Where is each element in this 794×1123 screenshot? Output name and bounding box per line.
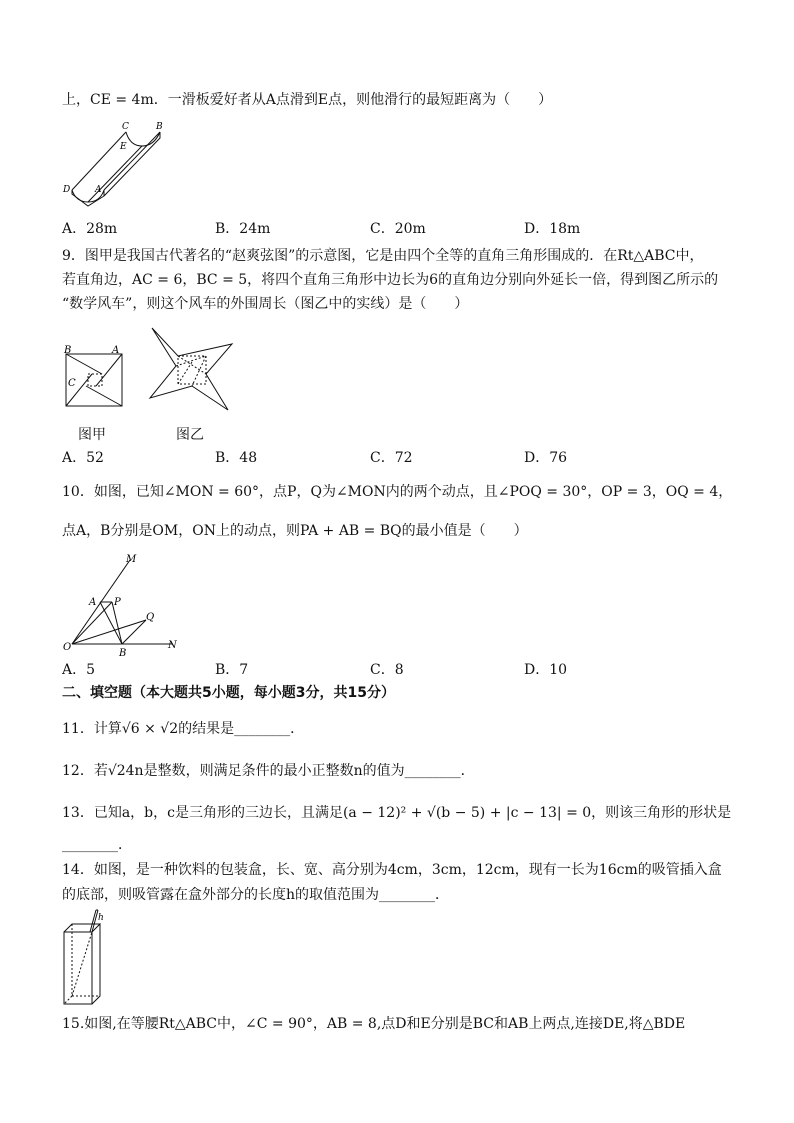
q10-label-m: M	[126, 554, 137, 565]
q9-line-1: 9．图甲是我国古代著名的“赵爽弦图”的示意图，它是由四个全等的直角三角形围成的．在Rt△ABC中，	[62, 248, 704, 264]
q10-option-c[interactable]: C．8	[370, 662, 404, 678]
q9-option-d[interactable]: D．76	[524, 450, 568, 466]
q8-label-a: A	[95, 185, 102, 195]
q8-label-d: D	[63, 185, 71, 195]
q10-label-b: B	[119, 648, 127, 658]
q10-label-o: O	[63, 642, 72, 653]
q9-jia-label-a: A	[112, 345, 120, 356]
q10-option-a[interactable]: A．5	[62, 662, 96, 678]
q8-option-a[interactable]: A．28m	[62, 221, 118, 237]
q8-options	[62, 218, 742, 238]
q13-line-2: ________．	[62, 837, 132, 853]
q14-line-1: 14．如图，是一种饮料的包装盒，长、宽、高分别为4cm，3cm，12cm，现有一长为16cm的吸管插入盒	[62, 862, 722, 878]
section-2-heading: 二、填空题（本大题共5小题，每小题3分，共15分）	[62, 685, 395, 701]
q10-label-q: Q	[146, 612, 155, 623]
q10-option-b[interactable]: B．7	[215, 662, 249, 678]
q10-label-p: P	[114, 597, 121, 608]
q9-jia-label-c: C	[68, 378, 76, 389]
q8-skateboard-ramp-figure	[62, 118, 172, 208]
q13-line-1: 13．已知a，b，c是三角形的三边长，且满足(a − 12)² + √(b − 5) + |c − 13| = 0，则该三角形的形状是	[62, 805, 732, 821]
q10-label-n: N	[168, 640, 177, 651]
q8-label-b: B	[156, 122, 163, 132]
q9-caption-jia: 图甲	[78, 427, 106, 443]
q12-text: 12．若√24n是整数，则满足条件的最小正整数n的值为________．	[62, 763, 475, 779]
q15-line-1: 15.如图,在等腰Rt△ABC中，∠C = 90°，AB = 8,点D和E分别是BC和AB上两点,连接DE,将△BDE	[62, 1016, 686, 1032]
q11-text: 11．计算√6 × √2的结果是________．	[62, 721, 305, 737]
q9-option-c[interactable]: C．72	[370, 450, 413, 466]
q9-options	[62, 447, 742, 467]
q10-line-1: 10．如图，已知∠MON = 60°，点P，Q为∠MON内的两个动点，且∠POQ = 30°，OP = 3，OQ = 4，	[62, 484, 733, 500]
q8-option-c[interactable]: C．20m	[370, 221, 426, 237]
q8-label-e: E	[120, 142, 127, 152]
q9-caption-yi: 图乙	[176, 427, 204, 443]
q14-line-2: 的底部，则吸管露在盒外部分的长度h的取值范围为________．	[62, 887, 450, 903]
q10-options	[62, 659, 742, 679]
q14-label-h: h	[98, 913, 104, 923]
q8-option-d[interactable]: D．18m	[524, 221, 581, 237]
q10-angle-figure	[62, 550, 182, 658]
q9-option-a[interactable]: A．52	[62, 450, 104, 466]
q9-line-2: 若直角边，AC = 6，BC = 5，将四个直角三角形中边长为6的直角边分别向外延长一倍，得到图乙所示的	[62, 272, 719, 288]
q9-option-b[interactable]: B．48	[215, 450, 258, 466]
q9-figure-yi-windmill	[146, 326, 242, 412]
q8-option-b[interactable]: B．24m	[215, 221, 271, 237]
q10-line-2: 点A，B分别是OM，ON上的动点，则PA + AB = BQ的最小值是（ ）	[62, 523, 528, 539]
q14-drink-box-figure	[60, 908, 106, 1008]
q10-label-a: A	[89, 597, 97, 608]
q10-option-d[interactable]: D．10	[524, 662, 568, 678]
q8-label-c: C	[122, 122, 129, 132]
q9-figure-jia-zhao-shuang-diagram	[62, 344, 128, 410]
q9-jia-label-b: B	[64, 345, 72, 356]
q9-line-3: “数学风车”，则这个风车的外围周长（图乙中的实线）是（ ）	[62, 296, 469, 312]
q8-stem-tail: 上，CE = 4m．一滑板爱好者从A点滑到E点，则他滑行的最短距离为（ ）	[62, 92, 553, 108]
